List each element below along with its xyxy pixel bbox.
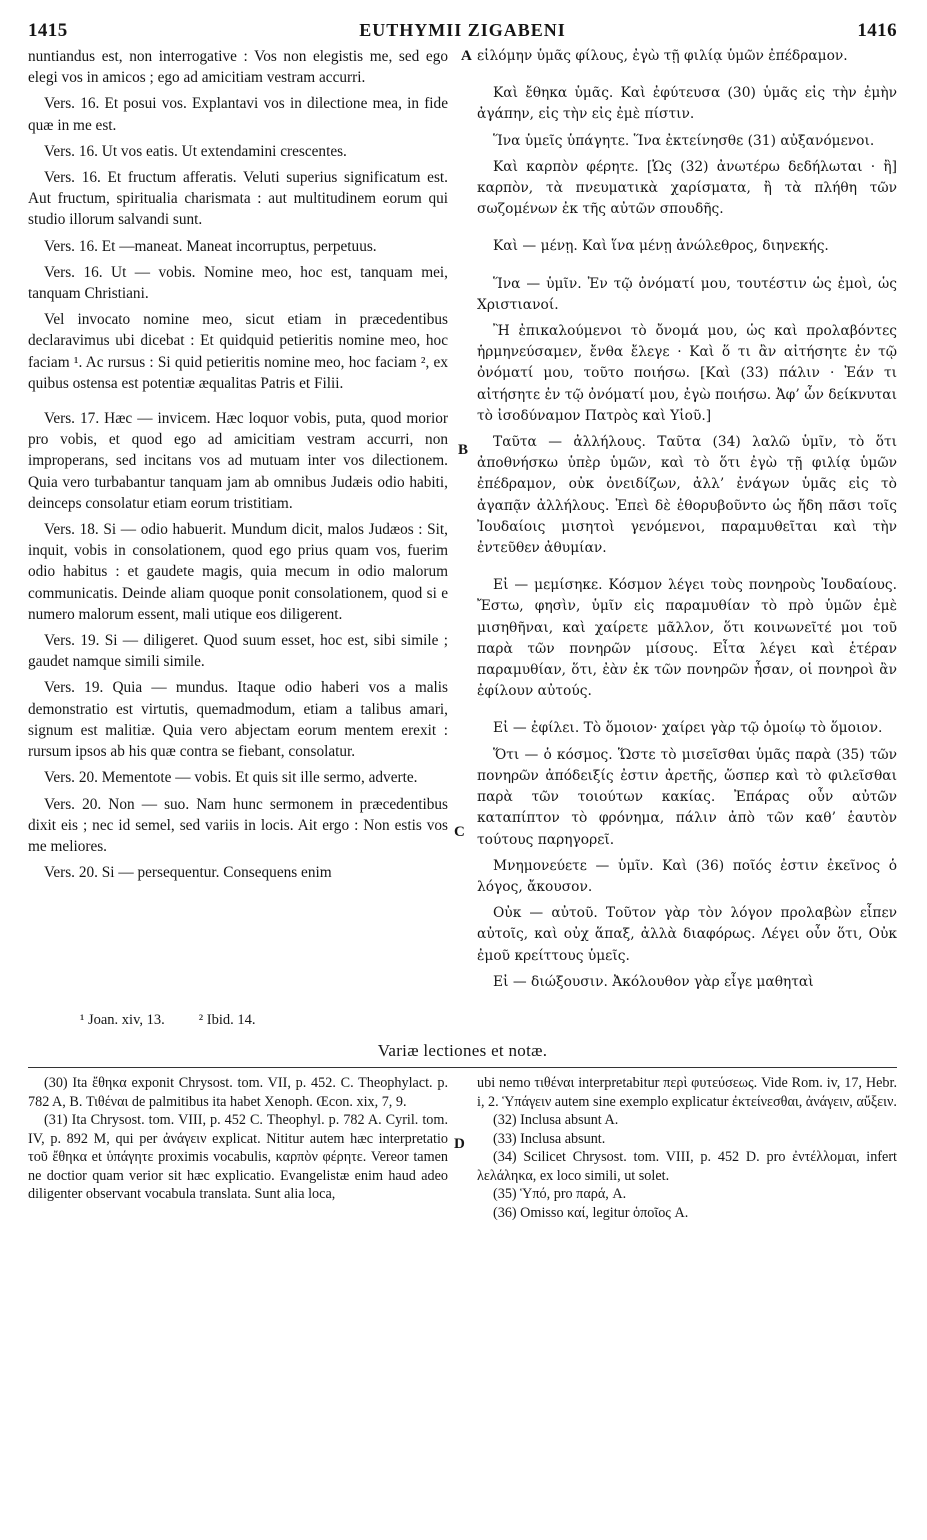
note-paragraph: (32) Inclusa absunt A.	[493, 1112, 619, 1129]
latin-paragraph: Vers. 16. Ut — vobis. Nomine meo, hoc est, tanquam mei, tanquam Christiani.	[28, 263, 448, 303]
latin-column	[28, 46, 448, 998]
greek-paragraph: Καὶ ἔθηκα ὑμᾶς. Καὶ ἐφύτευσα (30) ὑμᾶς εἰς τὴν ἐμὴν ἀγάπην, εἰς τὴν εἰς ἐμὲ πίστιν.	[477, 85, 897, 123]
page-header	[28, 20, 897, 46]
notes-right-column	[477, 1074, 897, 1223]
footnote: ¹ Joan. xiv, 13.	[80, 1011, 165, 1028]
latin-paragraph: Vers. 20. Si — persequentur. Consequens enim	[44, 864, 332, 882]
margin-letter-d: D	[454, 1136, 465, 1152]
latin-paragraph: Vel invocato nomine meo, sicut etiam in præcedentibus declaravimus ubi dicebat : Et quidquid petieritis nomine meo, hoc faciam ¹. Ac rursus : Si quid petieritis nomine meo, hoc faciam ², ex quibus ostensa est potentiæ æqualitas Patris et Filii.	[28, 311, 448, 392]
greek-paragraph: Ἢ ἐπικαλούμενοι τὸ ὄνομά μου, ὡς καὶ προλαβόντες ἡρμηνεύσαμεν, ἔνθα ἔλεγε · Καὶ ὅ τι ἂν αἰτήσητε ἐν τῷ ὀνόματί μου, τοῦτο ποιήσω. [Καὶ (33) πάλιν · Ἐάν τι αἰτήσητε ἐν τῷ ὀνόματί μου, ἐγὼ ποιήσω. Ἀφ’ ὧν δείκνυται τὸ ἰσοδύναμον Πατρὸς καὶ Υἱοῦ.]	[477, 323, 897, 424]
note-paragraph: (33) Inclusa absunt.	[493, 1130, 606, 1147]
greek-paragraph: Καὶ — μένῃ. Καὶ ἵνα μένῃ ἀνώλεθρος, διηνεκής.	[493, 238, 829, 255]
greek-paragraph: Εἰ — μεμίσηκε. Κόσμον λέγει τοὺς πονηροὺς Ἰουδαίους. Ἔστω, φησὶν, ὑμῖν εἰς παραμυθίαν τὸ πρὸ ὑμῶν ἐμὲ μισηθῆναι, καὶ χαίρετε μᾶλλον, ὅτι κοινωνεῖτέ μοι τοῦ παρὰ τῶν πονηρῶν μίσους. Εἶτα λέγει καὶ ἑτέραν παραμυθίαν, ὅτι, ἐὰν ἐκ τῶν πονηρῶν ἦσαν, οἱ πονηροὶ ἂν ἐφίλουν αὐτούς.	[477, 577, 897, 700]
note-paragraph: (36) Omisso καί, legitur ὁποῖος A.	[493, 1205, 689, 1222]
greek-paragraph: εἱλόμην ὑμᾶς φίλους, ἐγὼ τῇ φιλίᾳ ὑμῶν ἐπέδραμον.	[477, 48, 848, 64]
notes-left-column	[28, 1074, 448, 1223]
latin-paragraph: Vers. 19. Si — diligeret. Quod suum esset, hoc est, sibi simile ; gaudet namque simili simile.	[28, 632, 448, 671]
notes-title: Variæ lectiones et notæ.	[377, 1040, 548, 1060]
greek-paragraph: Ἵνα ὑμεῖς ὑπάγητε. Ἵνα ἐκτείνησθε (31) αὐξανόμενοι.	[493, 132, 875, 149]
note-paragraph: (30) Ita ἔθηκα exponit Chrysost. tom. VII, p. 452. C. Theophylact. p. 782 A, B. Τιθέναι de palmitibus ita habet Xenoph. Œcon. xix, 7, 9.	[28, 1074, 448, 1110]
right-page-number: 1416	[857, 20, 897, 41]
greek-paragraph: Ὅτι — ὁ κόσμος. Ὥστε τὸ μισεῖσθαι ὑμᾶς παρὰ (35) τῶν πονηρῶν ἀπόδειξίς ἐστιν ἀρετῆς, ὥσπερ καὶ τὸ φιλεῖσθαι παρὰ τῶν τοιούτων κακίας. Ἐπάρας οὖν αὐτῶν καταπίπτον τὸ φρόνημα, πάλιν ἀπὸ τῶν καθ’ ἑαυτὸν τούτους παρηγορεῖ.	[477, 746, 897, 848]
latin-paragraph: Vers. 16. Ut vos eatis. Ut extendamini crescentes.	[44, 142, 347, 160]
latin-paragraph: nuntiandus est, non interrogative : Vos non elegistis me, sed ego elegi vos in amicos ; ego ad amicitiam vestram accurri.	[28, 48, 448, 87]
running-title: EUTHYMII ZIGABENI	[359, 20, 566, 40]
margin-letter-a: A	[461, 48, 472, 64]
greek-paragraph: Οὐκ — αὐτοῦ. Τοῦτον γὰρ τὸν λόγον προλαβὼν εἶπεν αὐτοῖς, καὶ οὐχ ἅπαξ, ἀλλὰ διαφόρως. Λέγει οὖν ὅτι, Οὐκ ἐμοῦ κρείττους ὑμεῖς.	[477, 905, 897, 964]
note-paragraph: (34) Scilicet Chrysost. tom. VIII, p. 452 D. pro ἐντέλλομαι, infert λελάληκα, ex loco simili, ut solet.	[477, 1149, 897, 1184]
greek-paragraph: Καὶ καρπὸν φέρητε. [Ὡς (32) ἀνωτέρω δεδήλωται · ἢ] καρπὸν, τὰ πνευματικὰ χαρίσματα, ἢ τὰ πλήθη τῶν σωζομένων ἐκ τῆς αὐτῶν σπουδῆς.	[477, 158, 897, 218]
latin-paragraph: Vers. 17. Hæc — invicem. Hæc loquor vobis, puta, quod morior pro vobis, et quod ego ad amicitiam vestram accurri, non improperans, sed incitans vos ad mutuam inter vos dilectionem. Quia vero turbabantur tanquam jam ab omnibus Judæis odio habiti, deinceps consolatur etiam eorum tristitiam.	[28, 410, 448, 512]
note-paragraph: (31) Ita Chrysost. tom. VIII, p. 452 C. Theophyl. p. 782 A. Cyril. tom. IV, p. 892 M, qui per ἀνάγειν explicat. Nititur autem hæc interpretatio τοῦ ἔθηκα et ὑπάγητε proximis vocabulis, καρπὸν φέρητε. Vereor tamen ne doctior quam verior sit hæc explicatio. Evangelistæ enim haud adeo diligenter observant vocabula translata. Sunt alia loca,	[28, 1112, 448, 1203]
margin-letter-b: B	[458, 442, 469, 458]
greek-paragraph: Ἵνα — ὑμῖν. Ἐν τῷ ὀνόματί μου, τουτέστιν ὡς ἐμοὶ, ὡς Χριστιανοί.	[477, 275, 897, 313]
greek-column	[477, 46, 897, 998]
note-paragraph: ubi nemo τιθέναι interpretabitur περὶ φυτεύσεως. Vide Rom. iv, 17, Hebr. i, 2. Ὑπάγειν autem sine exemplo explicatur ἐκτείνεσθαι, ἀνάγειν, αὔξειν.	[477, 1074, 897, 1110]
margin-letter-c: C	[454, 824, 465, 840]
latin-paragraph: Vers. 20. Mementote — vobis. Et quis sit ille sermo, adverte.	[44, 769, 418, 787]
latin-paragraph: Vers. 16. Et posui vos. Explantavi vos in dilectione mea, in fide quæ in me est.	[28, 95, 448, 134]
latin-paragraph: Vers. 16. Et —maneat. Maneat incorruptus, perpetuus.	[44, 237, 377, 255]
latin-paragraph: Vers. 19. Quia — mundus. Itaque odio haberi vos a malis demonstratio est virtutis, quemadmodum, etiam a talibus amari, signum est malitiæ. Quia vero abjectam eorum mentem erexit : rursum ipsos ab his quæ contra se fiebant, consolatur.	[28, 679, 448, 761]
left-page-number: 1415	[28, 20, 68, 41]
greek-paragraph: Ταῦτα — ἀλλήλους. Ταῦτα (34) λαλῶ ὑμῖν, τὸ ὅτι ἀποθνήσκω ὑπὲρ ὑμῶν, καὶ τὸ ὅτι ἐγὼ τῇ φιλίᾳ ὑμῶν ἐπέδραμον, οὐκ ὀνειδίζων, ἀλλ’ ἐνάγων ὑμᾶς εἰς τὸ ἀγαπᾷν ἀλλήλους. Ἐπεὶ δὲ ἐθορυβοῦντο ὡς ἤδη πᾶσι τοῖς Ἰουδαίοις μισητοὶ γενόμενοι, παραμυθεῖται καὶ τὴν ἐντεῦθεν ἀθυμίαν.	[477, 434, 897, 557]
footnote: ² Ibid. 14.	[198, 1011, 256, 1028]
footnotes	[80, 1012, 897, 1029]
latin-paragraph: Vers. 20. Non — suo. Nam hunc sermonem in præcedentibus dixit eis ; nec id semel, sed variis in locis. Ait ergo : Non estis vos me meliores.	[28, 795, 448, 855]
greek-paragraph: Εἰ — ἐφίλει. Τὸ ὅμοιον· χαίρει γὰρ τῷ ὁμοίῳ τὸ ὅμοιον.	[493, 720, 883, 737]
latin-paragraph: Vers. 16. Et fructum afferatis. Veluti superius significatum est. Aut fructum, spiritualia charismata : aut multitudinem eorum qui studio illorum salvandi sunt.	[28, 169, 448, 229]
greek-paragraph: Εἰ — διώξουσιν. Ἀκόλουθον γὰρ εἶγε μαθηταὶ	[493, 973, 814, 990]
latin-paragraph: Vers. 18. Si — odio habuerit. Mundum dicit, malos Judæos : Sit, inquit, vobis in consolationem, quod ego prius quam vos, fuerim odio habitus : et gaudete magis, quia mecum in odio malorum communicatis. Deinde aliam quoque ponit consolationem, quod si e numero malorum essent, mali utique eos diligerent.	[28, 521, 448, 623]
notes-divider	[28, 1067, 897, 1068]
greek-paragraph: Μνημονεύετε — ὑμῖν. Καὶ (36) ποῖός ἐστιν ἐκεῖνος ὁ λόγος, ἄκουσον.	[477, 857, 897, 895]
note-paragraph: (35) Ὑπό, pro παρά, A.	[493, 1186, 627, 1203]
